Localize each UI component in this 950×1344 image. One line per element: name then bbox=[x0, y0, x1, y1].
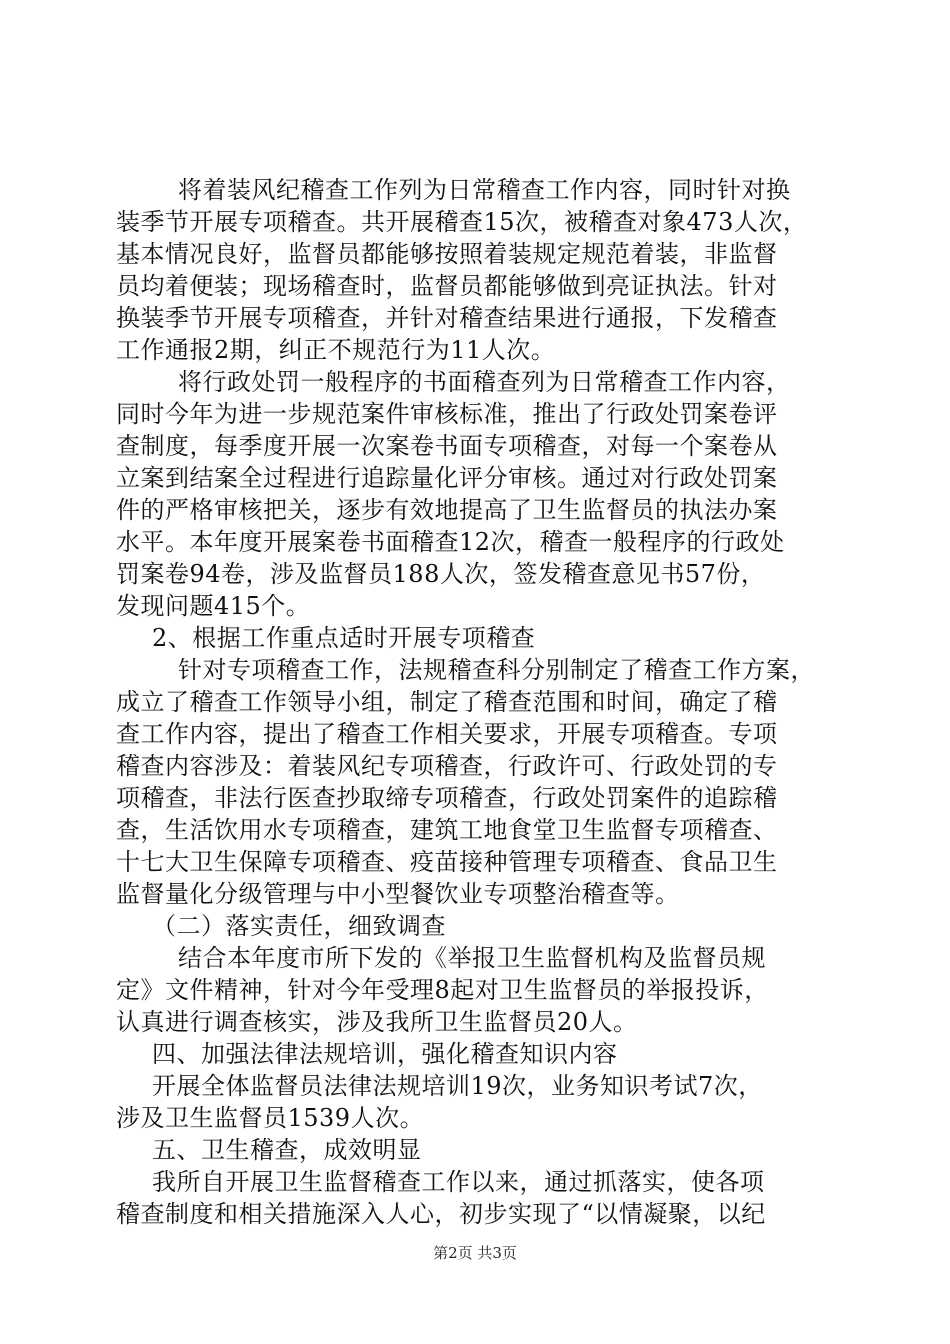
paragraph-line: 我所自开展卫生监督稽查工作以来，通过抓落实，使各项 bbox=[152, 1168, 765, 1196]
paragraph-line: 发现问题415个。 bbox=[116, 592, 311, 620]
paragraph-line: 立案到结案全过程进行追踪量化评分审核。通过对行政处罚案 bbox=[116, 464, 778, 492]
section-heading: 四、加强法律法规培训，强化稽查知识内容 bbox=[152, 1040, 618, 1068]
paragraph-line: 件的严格审核把关，逐步有效地提高了卫生监督员的执法办案 bbox=[116, 496, 778, 524]
paragraph-line: 项稽查，非法行医查抄取缔专项稽查，行政处罚案件的追踪稽 bbox=[116, 784, 778, 812]
paragraph-line: 查制度，每季度开展一次案卷书面专项稽查，对每一个案卷从 bbox=[116, 432, 778, 460]
paragraph-line: 同时今年为进一步规范案件审核标准，推出了行政处罚案卷评 bbox=[116, 400, 778, 428]
paragraph-line: 罚案卷94卷，涉及监督员188人次，签发稽查意见书57份， bbox=[116, 560, 766, 588]
paragraph-line: 开展全体监督员法律法规培训19次，业务知识考试7次， bbox=[152, 1072, 763, 1100]
paragraph-line: 稽查内容涉及：着装风纪专项稽查，行政许可、行政处罚的专 bbox=[116, 752, 778, 780]
paragraph-line: 水平。本年度开展案卷书面稽查12次，稽查一般程序的行政处 bbox=[116, 528, 785, 556]
paragraph-line: 稽查制度和相关措施深入人心，初步实现了“以情凝聚，以纪 bbox=[116, 1200, 766, 1228]
paragraph-line: 装季节开展专项稽查。共开展稽查15次，被稽查对象473人次， bbox=[116, 208, 808, 236]
paragraph-line: 将行政处罚一般程序的书面稽查列为日常稽查工作内容， bbox=[178, 368, 791, 396]
paragraph-line: 成立了稽查工作领导小组，制定了稽查范围和时间，确定了稽 bbox=[116, 688, 778, 716]
paragraph-line: 员均着便装；现场稽查时，监督员都能够做到亮证执法。针对 bbox=[116, 272, 778, 300]
paragraph-line: 查，生活饮用水专项稽查，建筑工地食堂卫生监督专项稽查、 bbox=[116, 816, 778, 844]
paragraph-line: 监督量化分级管理与中小型餐饮业专项整治稽查等。 bbox=[116, 880, 680, 908]
section-heading: 五、卫生稽查，成效明显 bbox=[152, 1136, 422, 1164]
paragraph-line: 定》文件精神，针对今年受理8起对卫生监督员的举报投诉， bbox=[116, 976, 769, 1004]
paragraph-line: 工作通报2期，纠正不规范行为11人次。 bbox=[116, 336, 556, 364]
paragraph-line: 基本情况良好，监督员都能够按照着装规定规范着装，非监督 bbox=[116, 240, 778, 268]
paragraph-line: 认真进行调查核实，涉及我所卫生监督员20人。 bbox=[116, 1008, 638, 1036]
paragraph-line: 结合本年度市所下发的《举报卫生监督机构及监督员规 bbox=[178, 944, 766, 972]
paragraph-line: 涉及卫生监督员1539人次。 bbox=[116, 1104, 425, 1132]
page-footer: 第2页 共3页 bbox=[433, 1244, 517, 1262]
paragraph-line: 十七大卫生保障专项稽查、疫苗接种管理专项稽查、食品卫生 bbox=[116, 848, 778, 876]
paragraph-line: 将着装风纪稽查工作列为日常稽查工作内容，同时针对换 bbox=[178, 176, 791, 204]
section-heading: 2、根据工作重点适时开展专项稽查 bbox=[152, 624, 536, 652]
section-heading: （二）落实责任，细致调查 bbox=[152, 912, 446, 940]
paragraph-line: 查工作内容，提出了稽查工作相关要求，开展专项稽查。专项 bbox=[116, 720, 778, 748]
paragraph-line: 换装季节开展专项稽查，并针对稽查结果进行通报，下发稽查 bbox=[116, 304, 778, 332]
paragraph-line: 针对专项稽查工作，法规稽查科分别制定了稽查工作方案， bbox=[178, 656, 815, 684]
